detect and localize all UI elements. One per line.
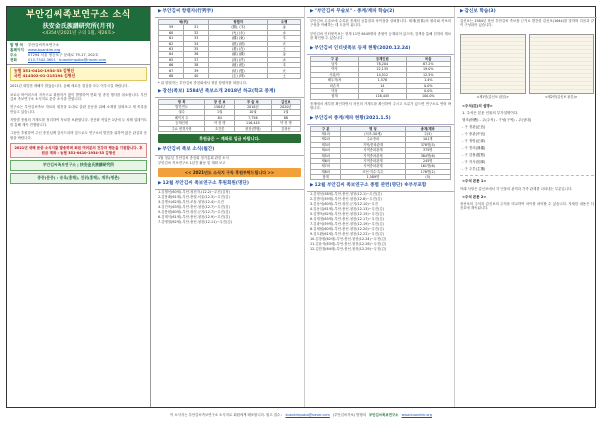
column-1 xyxy=(7,7,151,407)
table-cell: (基) (在) xyxy=(209,46,268,51)
paragraph: 연구소는 부안김씨족보 자료의 원전을 토대로 출판 운동을 위해 소재를 살펴보고 새 목록을 만들고 있습니다. xyxy=(10,105,147,114)
table-cell: 19.0% xyxy=(406,67,450,72)
table-note: * 위 항렬자는 부안김씨 종친회에서 정한 항렬자를 따릅니다. xyxy=(158,81,247,86)
table-cell: 합계 xyxy=(311,94,359,99)
table-cell: (鎬) (鍊) xyxy=(209,52,268,57)
table-cell: 10권 xyxy=(235,110,272,115)
table-cell: (圭) (坤) xyxy=(209,73,268,78)
registration-stats-table xyxy=(310,56,451,100)
masthead xyxy=(7,7,150,41)
table-row xyxy=(311,83,451,88)
table-cell: 土 xyxy=(268,46,301,51)
paragraph: 2021년 희망찬 새해가 밝았습니다. 올해 새로운 결심을 모두 이루시길 바랍니다. xyxy=(10,84,129,89)
table-cell: 木 xyxy=(268,63,301,68)
generation-table xyxy=(158,19,301,79)
table-cell: 0.0% xyxy=(406,88,450,93)
footer-site-link[interactable]: www.buankim.org xyxy=(401,412,432,417)
table-cell: 14 xyxy=(359,83,406,88)
list-item: 1.김행선(60세)-부안.청천자.(12.2)~무진(김정) xyxy=(158,190,230,195)
table-cell: 12.5% xyxy=(406,72,450,77)
footer-org: (부안김씨족보) 발행처 xyxy=(332,412,366,417)
list-item: 7.김광석(59세)-부안.충선.청천(12.19)~무진(김) xyxy=(310,222,384,227)
masthead-title: 부안김씨족보연구소 소식 xyxy=(26,10,131,20)
table-cell: 116,445 xyxy=(235,121,272,126)
table-cell: 22,135 xyxy=(359,67,406,72)
table-header-cell: 명 칭 xyxy=(341,126,405,131)
table-cell: 사위/자 xyxy=(311,72,359,77)
paragraph: 부안김씨 인터넷족보는 현재 11만 6445명의 종원이 등재되어 있으며, 검색을 통해 친척의 계보를 확인할 수 있습니다. xyxy=(310,31,451,41)
list-item: 11.김윤석(63세)-부안.충선.청천(12.26)~무진(김) xyxy=(310,241,387,246)
list-item: 5.김병욱(62세)-부안.충선.청천(12.15)~무진(김) xyxy=(310,212,384,217)
address-key: 주소 xyxy=(10,52,17,57)
list-item: 6.김재식(61세)-부안.충선.청천(12.9)~무진(김) xyxy=(158,214,230,219)
table-row xyxy=(311,175,451,180)
section-header-donors xyxy=(155,179,304,190)
table-cell: 59 xyxy=(159,25,184,30)
section-header-mursulbo xyxy=(307,7,454,18)
donor-list xyxy=(155,190,304,225)
table-row xyxy=(311,72,451,77)
photo-caption: <제2면(갑신보 판본)> xyxy=(545,94,578,99)
table-cell: 88 xyxy=(271,115,300,120)
masthead-subtitle: 扶安金氏族譜研究所(月刊) xyxy=(42,22,115,30)
gloss-subheader xyxy=(457,194,597,201)
table-cell: 2018년 xyxy=(235,105,272,110)
table-cell: 지역종파관계 xyxy=(341,153,405,158)
table-cell: 제4파 xyxy=(311,148,341,153)
table-cell: 67.2% xyxy=(406,62,450,67)
table-cell: 조선·지수·특수 xyxy=(341,169,405,174)
paragraph: 장선보의 주석과 갑신보의 주석을 비교하여 차이를 파악할 수 있습니다. 자세한 내용은 다음호에 계속됩니다. xyxy=(460,201,594,211)
table-cell: 34 xyxy=(184,41,209,46)
table-cell: 여자 xyxy=(311,67,359,72)
phone-email-link[interactable]: 010-7542-3601 · buankimpobo@naver.com xyxy=(28,57,107,62)
table-cell: 40 xyxy=(184,73,209,78)
gloss-subheader xyxy=(457,178,597,185)
table-cell: 지역종파관계 xyxy=(341,158,405,163)
table-cell: 38 xyxy=(184,63,209,68)
compare-table xyxy=(158,99,301,132)
gloss-subheader xyxy=(457,103,597,110)
table-cell: 64 xyxy=(159,52,184,57)
publisher-key: 발 행 처 xyxy=(10,43,23,47)
table-cell: 62 xyxy=(159,41,184,46)
footer-email-link[interactable]: buankimpobo@naver.com xyxy=(285,412,330,417)
table-header-cell: 장 선 보 xyxy=(205,99,235,104)
gloss-subheader-text: <주석(註)의 설명> xyxy=(462,103,493,108)
table-cell: 金 xyxy=(268,52,301,57)
table-cell: 제3파 xyxy=(311,142,341,147)
triangle-icon: ▶ xyxy=(158,9,162,14)
table-cell: 116,445 xyxy=(359,94,406,99)
triangle-icon: ▶ xyxy=(460,9,464,14)
triangle-icon: ▶ xyxy=(310,115,314,121)
list-item: 6.김재정(63세)-부안.충선.청천(12.17)~무진(김) xyxy=(310,217,384,222)
table-cell: 등재인원 xyxy=(159,121,205,126)
genealogy-page-image-2 xyxy=(529,34,595,99)
table-header-cell: 세(代) xyxy=(159,19,209,24)
table-cell: 100.0% xyxy=(406,94,450,99)
table-cell: (植) (根) xyxy=(209,63,268,68)
list-item: 1월 정유년 부안김씨 종친회 정기총회 관련 소식 xyxy=(158,156,229,161)
closing-line: 부안김씨족보연구소 | 扶安金氏族譜研究所 xyxy=(10,160,147,171)
list-item: 10.김창원(62세)-부안.충선.청천(12.24)~무진(김) xyxy=(310,236,387,241)
table-cell: 편찬(발행) xyxy=(235,126,272,131)
table-header-cell: 구 분 xyxy=(311,126,341,131)
table-cell: 245명 xyxy=(405,158,450,163)
address-value: 07294 서울 영등포구 문래로 79-17, 202호 xyxy=(28,52,99,57)
table-cell: 176명(2) xyxy=(405,169,450,174)
table-cell: 33 xyxy=(184,36,209,41)
list-item: 부안김씨 족보연구소 1년간 활동 및 계획 보고 xyxy=(158,161,226,166)
gloss-line: - 구 중관(中官) xyxy=(462,132,486,137)
triangle-icon: ▶ xyxy=(310,9,314,14)
table-cell: 제5파 xyxy=(311,153,341,158)
table-cell: 36 xyxy=(184,52,209,57)
list-item: 7.김맹열(62세)-부안.충선.청천(12.11)~무진(김) xyxy=(158,219,232,224)
table-cell: 火 xyxy=(268,41,301,46)
table-row xyxy=(159,126,301,131)
table-cell: 미상 xyxy=(311,88,359,93)
table-cell: 주(5) xyxy=(405,131,450,136)
list-item: 4.김진욱(63세)-부안.충선.청천(12.7)~무진(김) xyxy=(158,205,230,209)
table-cell: 35 xyxy=(184,46,209,51)
member-list xyxy=(307,192,454,251)
table-cell: 제8파 xyxy=(311,169,341,174)
gloss-line: - 구 정관(正官) xyxy=(462,125,486,129)
gloss-line: - 구 정랑(正郞) xyxy=(462,139,486,144)
paragraph: 부안김씨 무술보에 수록된 종계의 공통점과 차이점을 살펴봅니다. 세계(世系)의 원리와 족보의 구성을 이해하는 데 도움이 됩니다. xyxy=(310,18,451,28)
publisher-info xyxy=(7,41,150,65)
list-item: 1.김영선(58세)-부안.충선.청천(12.1)~무진(김) xyxy=(310,192,382,197)
table-cell: (熙) (炳) xyxy=(209,41,268,46)
list-item: 3.김상석(60세)-부안.청천.군자(12.10)~무진 xyxy=(310,202,379,207)
gloss-line: - 구 주부(主簿) xyxy=(462,167,486,172)
table-cell: 101개 xyxy=(405,137,450,142)
table-cell: 78,204 xyxy=(359,62,406,67)
bank-account-box xyxy=(10,67,147,81)
table-cell: (允) (永) xyxy=(209,30,268,35)
list-item: 12.김한철(64세)-부안.충선.청천(12.29)~무진(김) xyxy=(310,246,387,251)
paragraph: 갑신보는 1584년 장선 부안김씨 족보를 근거로 발간한 갑신보(1644)를 말하며 다음과 같이 구성되어 있습니다. xyxy=(460,18,594,28)
paragraph: 아래 사항은 갑신보에서 각 인물의 관직과 가족 관계를 나타내는 부분입니다. xyxy=(460,186,573,191)
column-4 xyxy=(457,7,597,407)
table-header-cell: 갑신보 xyxy=(271,99,300,104)
table-row xyxy=(159,73,301,78)
triangle-icon: ▶ xyxy=(158,147,162,153)
table-header-cell: 무 술 보 xyxy=(235,99,272,104)
gloss-line: - 구 전의(典儀) xyxy=(462,146,486,151)
table-row xyxy=(311,94,451,99)
table-cell: 주요종파 xyxy=(341,137,405,142)
genealogy-photos xyxy=(457,31,597,97)
table-cell: 60 xyxy=(159,30,184,35)
table-cell: 水 xyxy=(268,57,301,62)
table-cell: 2020년 xyxy=(271,105,300,110)
section-header-members xyxy=(307,181,454,192)
genealogy-page-image-1 xyxy=(460,34,526,99)
section-header-text: 부안김씨 족보 소식(월간) xyxy=(162,147,215,153)
table-cell: 김형선 xyxy=(271,126,300,131)
bank-account-1: 농협 351-0410-1934-33 김형선 xyxy=(14,68,75,74)
table-cell: (鍾) (東) xyxy=(209,36,268,41)
table-cell: 木 xyxy=(268,36,301,41)
masthead-issue: <4354년2021년 구의 1월, 제26호> xyxy=(41,31,116,37)
table-header-cell: 항 목 xyxy=(159,99,205,104)
table-cell: (錫), (木) xyxy=(209,25,268,30)
gloss-line: - 구 지사(知事) xyxy=(462,160,486,165)
table-row xyxy=(311,78,451,83)
table-cell: 67 xyxy=(159,68,184,73)
table-cell: 1,589명 xyxy=(341,175,405,180)
table-cell: 발간연도 xyxy=(159,105,205,110)
table-header-cell: 항렬자 xyxy=(209,19,268,24)
paragraph: 종계에서 세부를 확인하면서 자신의 가계도를 확인하여 주시고 오류가 있으면 연구소로 연락 바랍니다. xyxy=(310,101,451,111)
table-cell: (洙) (淳) xyxy=(209,57,268,62)
table-cell: 외손자 xyxy=(311,83,359,88)
homepage-key: 홈페이지 xyxy=(10,47,24,52)
bank-account-2: 국민 414302-01-215194 김형선 xyxy=(14,73,76,79)
table-cell: 1권 xyxy=(205,110,235,115)
table-cell: 161명(6) xyxy=(405,164,450,169)
table-cell: 14,512 xyxy=(359,72,406,77)
table-cell: 土 xyxy=(268,73,301,78)
table-cell: 火 xyxy=(268,68,301,73)
donation-banner: 후원금은 ~ 계좌로 입금 바랍니다. xyxy=(158,134,301,143)
table-cell: 378명(5) xyxy=(405,142,450,147)
list-item: 9.김도환(61세)-부안.충선.청천(12.22)~무진(김) xyxy=(310,231,384,236)
table-cell: 지역종파관계 xyxy=(341,148,405,153)
table-cell: 초간본 xyxy=(205,126,235,131)
table-cell: 약 천 명 xyxy=(271,121,300,126)
phone-key: 전화 xyxy=(10,57,17,62)
table-cell: 남자 xyxy=(311,62,359,67)
section-header-text: "부안김씨 무술보" - 종계/계파 학습(2) xyxy=(314,9,395,14)
column-2 xyxy=(155,7,305,407)
table-cell: 합계 xyxy=(311,175,341,180)
table-cell: 68 xyxy=(159,73,184,78)
table-cell: 384명(6) xyxy=(405,153,450,158)
table-cell: 66 xyxy=(159,63,184,68)
section-header-text: 12월 부안김씨 족보연구소 종별 관련(명단) ※부부포함 xyxy=(314,183,427,189)
table-cell: 권수 xyxy=(159,110,205,115)
footer-tail: 부안김씨족보연구소 xyxy=(368,412,399,417)
table-cell: 배우자/처 xyxy=(311,78,359,83)
section-header-compare xyxy=(155,87,304,98)
table-cell: (5) xyxy=(405,175,450,180)
table-cell: 37 xyxy=(184,57,209,62)
gloss-subheader-text: <주석 본문 2> xyxy=(462,194,487,199)
table-cell: 7,756 xyxy=(235,115,272,120)
table-header-cell: 오행 xyxy=(268,19,301,24)
table-cell: 63 xyxy=(159,46,184,51)
list-item: 5.김봉원(60세)-부안.청천.군자(12.7)~무진(김) xyxy=(158,209,230,214)
table-cell: 제1파 xyxy=(311,131,341,136)
photo-caption: <제1면(갑신보 판본)> xyxy=(476,94,509,99)
section-header-generation-chars xyxy=(155,7,304,18)
table-cell: 주요 변경사항 xyxy=(159,126,205,131)
gloss-subheader-text: <주석 본문 1> xyxy=(462,179,487,184)
notice-box: 2021년 새해 문중 소식지를 발송하며 회원 여러분의 건강과 행운을 기원합니다. 후원금 계좌 : 농협 351-0410-1934-33 김형선 xyxy=(10,143,147,158)
page-footer xyxy=(6,410,596,420)
section-header-text: 갑신보 학습(3) xyxy=(464,9,496,14)
table-cell: 0 xyxy=(359,88,406,93)
table-cell: 지역종파관계 xyxy=(341,164,405,169)
homepage-link[interactable]: www.buankim.org xyxy=(28,47,61,52)
clan-table xyxy=(310,126,451,181)
table-cell: 31 xyxy=(184,25,209,30)
clan-footer: 종중(문중) : 송옥(흥해), 진위(흥해), 계무(평촌) xyxy=(10,173,147,184)
table-cell: 1.4% xyxy=(406,78,450,83)
table-cell: 375명 xyxy=(405,148,450,153)
publisher-value: 부안김씨족보연구소 xyxy=(28,43,60,47)
section-header-text: 부안김씨 종계/계파 현황(2021.1.5) xyxy=(314,115,391,121)
paragraph: 그동안 후원하여 주신 종친님께 감사드리며 앞으로도 연구소의 발전을 위하여 많은 관심과 응원을 바랍니다. xyxy=(10,131,147,140)
triangle-icon: ▶ xyxy=(310,183,314,189)
divider xyxy=(460,175,594,176)
triangle-icon: ▶ xyxy=(310,45,314,51)
section-header-clans xyxy=(307,114,454,125)
table-cell: 1권 xyxy=(271,110,300,115)
table-cell: 약 천 명 xyxy=(205,121,235,126)
list-item: 3.김병소(62세)-부안.조돌.청천(12.4)~무진 xyxy=(158,200,224,205)
footer-text: 이 소식지는 부안김씨족보연구소 소식지로 회원에게 배포합니다. 원고 접수 : xyxy=(170,412,283,417)
section-header-text: 12월 부안김씨 족보연구소 후원회원(명단) xyxy=(162,181,249,187)
table-header-cell: 종계/계파 xyxy=(405,126,450,131)
gloss-line: 1. 주석은 본문 인물의 부가설명이다. xyxy=(462,110,519,115)
table-cell: 제6파 xyxy=(311,158,341,163)
table-cell: 32 xyxy=(184,30,209,35)
table-cell: 39 xyxy=(184,68,209,73)
table-cell: 水 xyxy=(268,30,301,35)
column-3 xyxy=(307,7,455,407)
gloss-list xyxy=(457,110,597,174)
section-header-gapsinbo xyxy=(457,7,597,18)
table-row xyxy=(311,67,451,72)
section-header-stats xyxy=(307,44,454,55)
section-header-news xyxy=(155,145,304,156)
section-header-text: 부안김씨 인터넷족보 등재 현황(2020.12.24) xyxy=(314,45,411,51)
section-header-text: 장선(족보) 1584년 족보소개 2018년 하교(학교 중계) xyxy=(162,88,276,94)
newsletter-page xyxy=(6,6,596,408)
table-header-cell: 등재인원 xyxy=(359,56,406,61)
table-cell: 제7파 xyxy=(311,164,341,169)
table-cell: 61 xyxy=(159,36,184,41)
table-cell: 84 xyxy=(205,115,235,120)
table-cell: 1584년 xyxy=(205,105,235,110)
triangle-icon: ▶ xyxy=(158,88,162,94)
triangle-icon: ▶ xyxy=(158,181,162,187)
table-cell: (炫) (燮) xyxy=(209,68,268,73)
table-cell: 지역/종파관계 xyxy=(341,142,405,147)
table-cell: 1,578 xyxy=(359,78,406,83)
table-cell: 金 xyxy=(268,25,301,30)
subscription-banner: << 2021년도 소식지 구독 후원부탁드립니다 >> xyxy=(158,168,301,177)
list-item: 4.김동일(61세)-부안.충선.청천(12.13)~무진(김) xyxy=(310,207,384,212)
table-header-cell: 구 분 xyxy=(311,56,359,61)
gloss-line: 형조(刑曹) - 주(주석) - 구성(구역) - 주(상대) xyxy=(462,117,531,122)
list-item: 8.김세원(60세)-부안.충선.청천(12.20)~무진(김) xyxy=(310,227,384,231)
paragraph: 지방별 종원의 가계도를 정리하여 자료를 보완합니다. 전산화 작업은 1년에 두 차례 업데이트를 통해 계속 진행합니다. xyxy=(10,118,147,127)
paragraph: 코로나 바이러스의 지속으로 화합자가 많이 발생하여 면회 및 종친 행사를 취소합니다. 부안김씨 족보연구소 소식지로 문중 소식을 전합니다. xyxy=(10,92,147,102)
table-cell: 제2파 xyxy=(311,137,341,142)
list-item: 2.김범식(59세)-부안.충선.청천(12.8)~무진(김) xyxy=(310,197,382,202)
table-cell: (서조-50세) xyxy=(341,131,405,136)
table-cell: 페이지 수 xyxy=(159,115,205,120)
table-header-cell: 비율 xyxy=(406,56,450,61)
table-cell: 0.0% xyxy=(406,83,450,88)
gloss-line: - 구 감찰(監察) xyxy=(462,153,486,158)
phone-row xyxy=(10,58,147,63)
list-item: 2.김봉래(61세)-부안.충렬.서울(12.3)~무진(김) xyxy=(158,195,230,200)
table-cell: 65 xyxy=(159,57,184,62)
section-header-text: 부안김씨 항렬자(行列字) xyxy=(162,9,214,14)
table-header-row xyxy=(311,56,451,61)
